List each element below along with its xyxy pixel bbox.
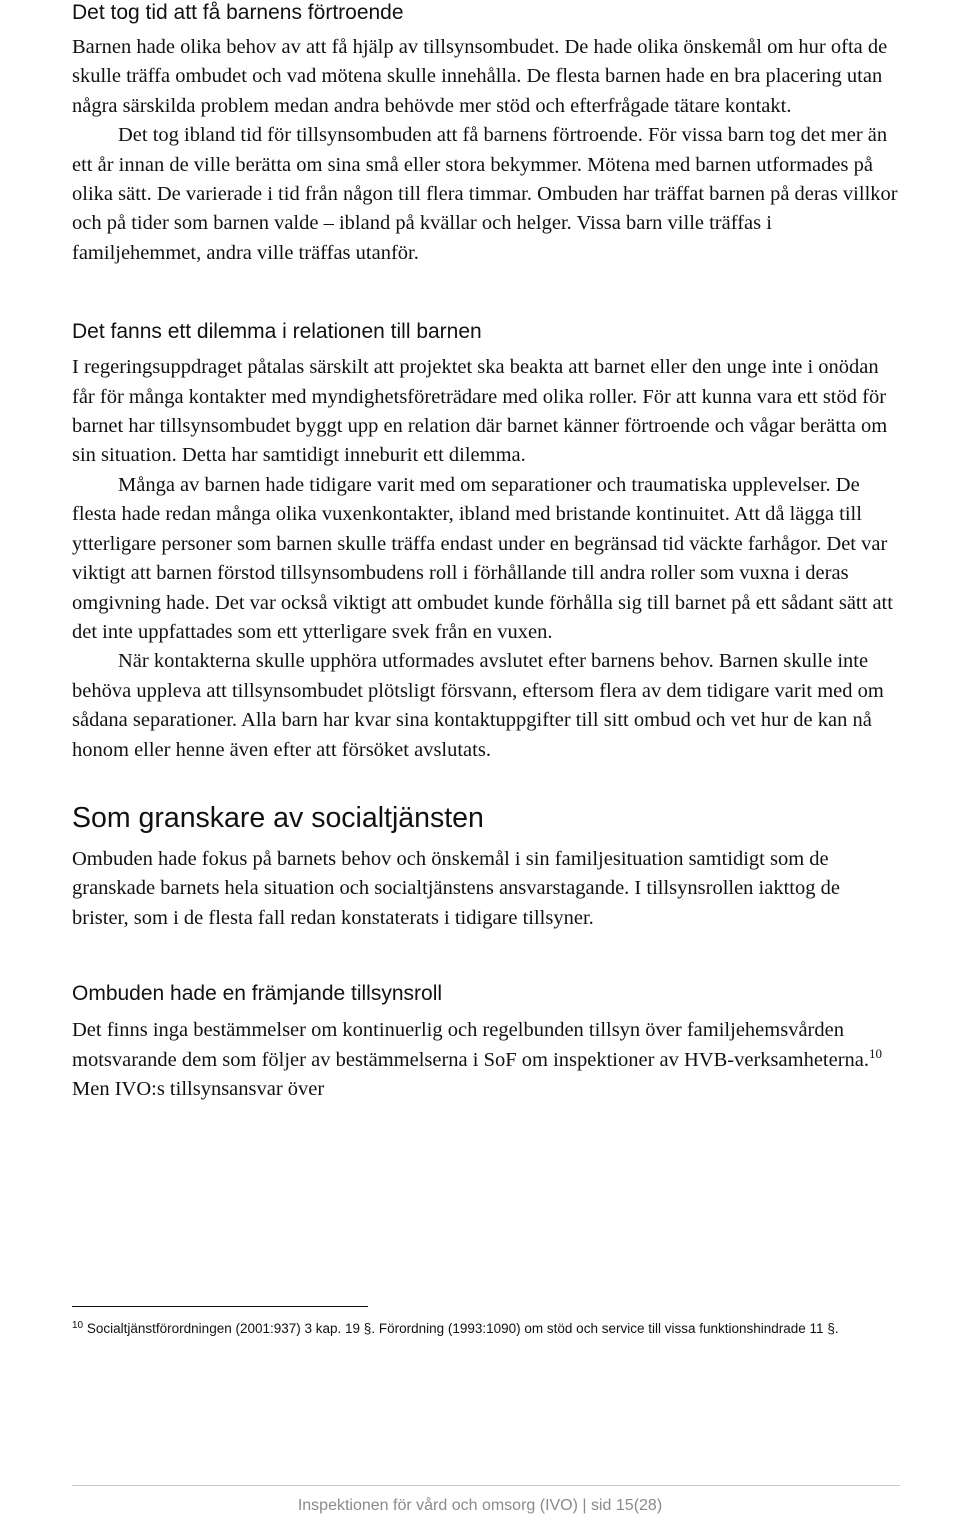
footnote-separator [72, 1306, 368, 1307]
paragraph-text: Det finns inga bestämmelser om kontinuerlig och regelbunden tillsyn över familjehemsvården motsvarande dem som följer av bestämmelserna i SoF om inspektioner av HVB-verksamheterna. [72, 1019, 870, 1071]
paragraph: Barnen hade olika behov av att få hjälp av tillsynsombudet. De hade olika önskemål om hur ofta de skulle träffa ombudet och vad mötena skulle innehålla. De flesta barnen hade en bra placering utan några särskilda problem medan andra behövde mer stöd och efterfrågade tätare kontakt. [72, 36, 888, 117]
footnote-text: Socialtjänstförordningen (2001:937) 3 kap. 19 §. Förordning (1993:1090) om stöd och service till vissa funktionshindrade 11 §. [83, 1321, 839, 1336]
footnote-number: 10 [72, 1320, 84, 1331]
section-heading-promoting-role: Ombuden hade en främjande tillsynsroll [72, 982, 443, 1006]
footer-separator [72, 1485, 900, 1486]
paragraph-text: Men IVO:s tillsynsansvar över [72, 1077, 325, 1100]
section-heading-reviewer: Som granskare av socialtjänsten [72, 801, 484, 834]
section-heading-dilemma: Det fanns ett dilemma i relationen till barnen [72, 320, 482, 344]
paragraph: När kontakterna skulle upphöra utformades avslutet efter barnens behov. Barnen skulle inte behöva uppleva att tillsynsombudet plötsligt försvann, eftersom flera av dem tidigare varit med om sådana separationer. Alla barn har kvar sina kontaktuppgifter till sitt ombud och vet hur de kan nå honom eller henne även efter att försöket avslutats. [72, 650, 884, 761]
footnote-reference[interactable]: 10 [869, 1045, 883, 1061]
paragraph: Många av barnen hade tidigare varit med om separationer och traumatiska upplevelser. De flesta hade redan många olika vuxenkontakter, ibland med bristande kontinuitet. Att då lägga till ytterligare personer som barnen skulle träffa endast under en begränsad tid väckte farhågor. Det var viktigt att barnen förstod tillsynsombudens roll i förhållande till andra roller som vuxna i deras omgivning hade. Det var också viktigt att ombudet kunde förhålla sig till barnet på ett sådant sätt att det inte uppfattades som ett ytterligare svek från en vuxen. [72, 473, 893, 643]
paragraph [72, 1016, 900, 1104]
document-body [72, 0, 900, 1104]
paragraph: Ombuden hade fokus på barnets behov och önskemål i sin familjesituation samtidigt som de granskade barnets hela situation och socialtjänstens ansvarstagande. I tillsynsrollen iakttog de brister, som i de flesta fall redan konstaterats i tidigare tillsyner. [72, 847, 840, 929]
paragraph: Det tog ibland tid för tillsynsombuden att få barnens förtroende. För vissa barn tog det mer än ett år innan de ville berätta om sina små eller stora bekymmer. Mötena med barnen utformades på olika sätt. De varierade i tid från någon till flera timmar. Ombuden har träffat barnen på deras villkor och på tider som barnen valde – ibland på kvällar och helger. Vissa barn ville träffas i familjehemmet, andra ville träffas utanför. [72, 124, 898, 264]
footnote [72, 1320, 892, 1338]
section-heading-trust: Det tog tid att få barnens förtroende [72, 1, 404, 24]
page-footer: Inspektionen för vård och omsorg (IVO) | sid 15(28) [297, 1497, 663, 1514]
paragraph: I regeringsuppdraget påtalas särskilt att projektet ska beakta att barnet eller den unge inte i onödan får för många kontakter med myndighetsföreträdare med olika roller. För att kunna vara ett stöd för barnet har tillsynsombudet byggt upp en relation där barnet känner förtroende och vågar berätta om sin situation. Detta har samtidigt inneburit ett dilemma. [72, 356, 888, 467]
